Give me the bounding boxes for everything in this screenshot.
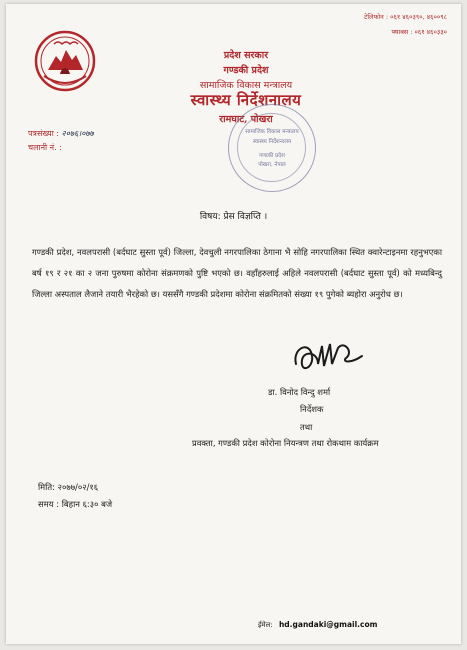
fax-line: फ्याक्स : ०६१ ४६०३३०: [391, 28, 447, 36]
signatory-title: निर्देशक: [300, 404, 324, 414]
header-ministry: सामाजिक विकास मन्त्रालय: [199, 80, 293, 91]
header-government: प्रदेश सरकार: [223, 50, 269, 61]
signature-icon: [288, 334, 368, 380]
email-address[interactable]: hd.gandaki@gmail.com: [278, 620, 378, 629]
signatory-name: डा. विनोद विन्दु शर्मा: [268, 387, 331, 397]
body-paragraph: गण्डकी प्रदेश, नवलपरासी (बर्दघाट सुस्ता पूर्व) जिल्ला, देवचुली नगरपालिका ठेगाना भै सोहि नगरपालिका स्थित क्वारेन्टाइनमा रहनुभएका बर्ष १९ र २१ का २ जना पुरुषमा कोरोना संक्रमणको पुष्टि भएको छ। वहाँहरुलाई अहिले नवलपरासी (बर्दघाट सुस्ता पूर्व) को मध्यबिन्दु जिल्ला अस्पताल लैजाने तयारी भैरहेको छ। यससँगै गण्डकी प्रदेशमा कोरोना संक्रमितको संख्या १९ पुगेको ब्यहोरा अनुरोध छ।: [32, 247, 442, 299]
phone-line: टेलिफोन : ०६१ ४६०३९०, ४६००९८: [364, 13, 447, 21]
subject-line: विषय: प्रेस विज्ञप्ति ।: [199, 212, 268, 222]
header-location: रामघाट, पोखरा: [219, 114, 273, 125]
signatory-conjunction: तथा: [300, 422, 313, 432]
signatory-role: प्रवक्ता, गण्डकी प्रदेश कोरोना नियन्त्रण तथा रोकथाम कार्यक्रम: [192, 438, 379, 448]
letter-page: [6, 4, 461, 644]
email-line: ईमेल: hd.gandaki@gmail.com: [258, 620, 378, 629]
reference-number: पत्रसंख्या : २०७६।०७७: [28, 129, 94, 138]
nepal-emblem-icon: [34, 30, 96, 92]
dispatch-number: चलानी नं. :: [28, 143, 62, 152]
date-line: मिति: २०७७/०२/१६: [38, 482, 99, 492]
header-province: गण्डकी प्रदेश: [223, 65, 269, 76]
header-office: स्वास्थ्य निर्देशनालय: [190, 91, 302, 109]
office-stamp: सामाजिक विकास मन्त्रालय स्वास्थ्य निर्देशनालय गण्डकी प्रदेश पोखरा, नेपाल: [228, 104, 316, 192]
time-line: समय : बिहान ६:३० बजे: [38, 499, 113, 509]
